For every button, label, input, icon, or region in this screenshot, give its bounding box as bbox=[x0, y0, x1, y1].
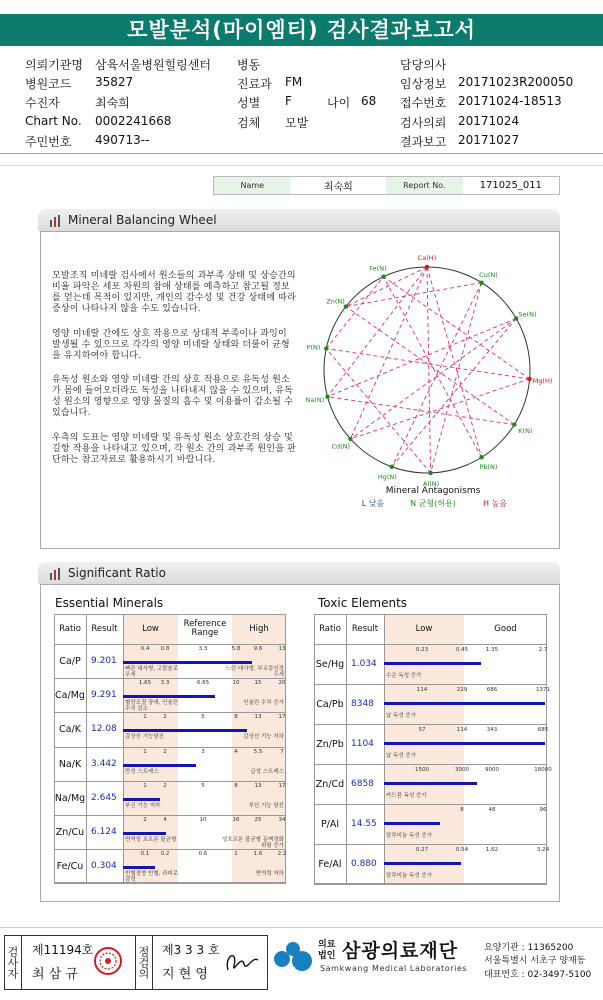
tick-label: 20 bbox=[278, 680, 286, 687]
note-high: 갑상선 기능 저하 bbox=[243, 734, 284, 741]
grid-line bbox=[54, 747, 286, 748]
wheel-legend-item: H 높음 bbox=[482, 499, 508, 508]
note-low: 빠른 대사형, 고칼슘로 우세 bbox=[125, 666, 179, 678]
ward-label: 병동 bbox=[237, 58, 261, 72]
tick-label: 114 bbox=[416, 687, 428, 693]
tick-label: 8 bbox=[234, 714, 238, 721]
tick-label: 1.6 bbox=[253, 851, 263, 858]
official-seal-icon bbox=[93, 946, 123, 976]
dept-label: 진료과 bbox=[237, 77, 272, 91]
ratio-bar bbox=[384, 782, 477, 785]
org-address: 서울특별시 서초구 양재동 bbox=[484, 956, 586, 966]
tick-label: 1500 bbox=[415, 767, 429, 773]
grid-line bbox=[314, 804, 547, 805]
tick-label: 1371 bbox=[536, 687, 550, 693]
hospital-code-label: 병원코드 bbox=[25, 77, 72, 91]
wheel-node-label: Mg(H) bbox=[532, 376, 553, 385]
tick-label: 1.65 bbox=[138, 680, 152, 687]
resident-value: 490713-- bbox=[95, 133, 150, 147]
wheel-node-label: Zn(N) bbox=[326, 297, 345, 306]
grid-line bbox=[314, 684, 547, 685]
note-low: 카드뮴 독성 증가 bbox=[386, 793, 427, 799]
ratio-value: 3.442 bbox=[91, 758, 117, 769]
tick-label: 4 bbox=[234, 748, 238, 755]
tick-label: 57 bbox=[418, 727, 426, 733]
name-box bbox=[213, 176, 560, 195]
ratio-value: 6858 bbox=[351, 779, 374, 789]
tick-label: 0.54 bbox=[455, 847, 469, 853]
org-phone: 대표번호 : 02-3497-5100 bbox=[484, 970, 592, 980]
antagonism-link bbox=[383, 277, 529, 379]
antagonism-link bbox=[326, 349, 430, 473]
clinical-value: 20171023R200050 bbox=[458, 75, 574, 89]
ratio-bar bbox=[123, 729, 247, 732]
tick-label: 1 bbox=[143, 782, 147, 789]
ratio-name: Na/K bbox=[58, 758, 82, 770]
header-divider-2 bbox=[0, 165, 603, 166]
wheel-node bbox=[325, 394, 329, 398]
wheel-paragraph: 영양 미네랄 간에도 상호 작용으로 상대적 부족이나 과잉이 발생될 수 있으므로 각각의 영양 미네랄 상태와 더불어 균형을 유지하여야 합니다. bbox=[52, 329, 290, 361]
tick-label: 5 bbox=[201, 782, 205, 789]
col-low: Low bbox=[142, 624, 159, 634]
tick-label: 229 bbox=[456, 687, 468, 693]
report-title: 모발분석(마이엠티) 검사결과보고서 bbox=[0, 14, 603, 46]
ratio-name: Zn/Cu bbox=[55, 827, 85, 838]
tick-label: 2 bbox=[163, 782, 167, 789]
tick-label: 3.3 bbox=[198, 646, 208, 652]
grid-line bbox=[314, 724, 547, 725]
ratio-value: 9.291 bbox=[91, 690, 117, 701]
ratio-name: Se/Hg bbox=[315, 659, 345, 670]
wheel-node-label: Na(N) bbox=[305, 396, 325, 405]
note-low: 빈혈경향 빈혈, 과피로 감력 bbox=[125, 871, 179, 884]
doctor-label: 담당의사 bbox=[400, 58, 447, 72]
checker-name: 지 현 영 bbox=[162, 967, 208, 982]
chart-label: Chart No. bbox=[25, 114, 82, 128]
tick-label: 5.8 bbox=[231, 646, 241, 652]
ratio-value: 9.201 bbox=[91, 656, 117, 666]
specimen-label: 검체 bbox=[237, 116, 261, 130]
tick-label: 7 bbox=[280, 748, 284, 755]
specimen-value: 모발 bbox=[285, 116, 309, 130]
tick-label: 686 bbox=[486, 687, 498, 693]
wheel-node-label: Hg(N) bbox=[377, 473, 397, 482]
receipt-label: 접수번호 bbox=[400, 96, 447, 110]
wheel-node bbox=[425, 265, 429, 269]
ratio-name: Na/Mg bbox=[54, 792, 86, 804]
ratio-value: 1.034 bbox=[351, 659, 377, 669]
ratio-section-header bbox=[38, 562, 560, 584]
tick-label: 17 bbox=[278, 782, 286, 789]
note-low: 면역성 호르몬 불균형 bbox=[125, 837, 177, 843]
tick-label: 13 bbox=[254, 714, 262, 721]
note-low: 납 독성 증가 bbox=[386, 713, 417, 719]
tick-label: 0.4 bbox=[140, 646, 150, 652]
ratio-value: 8348 bbox=[351, 699, 374, 709]
patient-value: 최숙희 bbox=[95, 96, 130, 110]
wheel-node-label: Se(N) bbox=[518, 310, 537, 319]
col-ratio: Ratio bbox=[59, 624, 81, 634]
antagonism-link bbox=[431, 283, 482, 473]
wheel-node-label: Fe(N) bbox=[369, 264, 387, 273]
note-high: 인슐린 수치 증가 bbox=[243, 700, 284, 707]
sex-value: F bbox=[285, 94, 292, 108]
ratio-value: 1104 bbox=[351, 739, 374, 749]
report-no-value: 171025_011 bbox=[479, 180, 542, 191]
ratio-name: Fe/Cu bbox=[56, 861, 84, 873]
col-result: Result bbox=[91, 624, 118, 634]
ratio-value: 0.880 bbox=[351, 859, 377, 869]
wheel-node bbox=[390, 465, 394, 469]
wheel-caption: Mineral Antagonisms bbox=[385, 486, 481, 496]
ratio-value: 12.08 bbox=[91, 724, 117, 735]
antagonism-link bbox=[328, 319, 517, 397]
antagonism-link bbox=[350, 264, 427, 439]
note-low: 알루미늄 독성 증가 bbox=[386, 833, 433, 839]
tick-label: 0.23 bbox=[415, 647, 429, 653]
wheel-node-label: Ca(H) bbox=[417, 254, 437, 262]
grid-line bbox=[54, 712, 286, 713]
ratio-bar bbox=[384, 742, 545, 745]
tick-label: 34 bbox=[278, 817, 286, 823]
tick-label: 96 bbox=[539, 807, 547, 813]
institution-label: 의뢰기관명 bbox=[25, 58, 83, 72]
tick-label: 1 bbox=[143, 748, 147, 755]
wheel-node bbox=[479, 455, 483, 459]
grid-line bbox=[314, 764, 547, 765]
tick-label: 25 bbox=[254, 817, 262, 823]
wheel-node bbox=[428, 471, 432, 475]
col-reference: Reference Range bbox=[183, 619, 227, 638]
org-type-2: 법인 bbox=[318, 951, 336, 961]
tick-label: 2.7 bbox=[538, 647, 548, 653]
ratio-bar bbox=[384, 662, 481, 665]
note-high: 부신 기능 항진 bbox=[248, 802, 284, 809]
chart-value: 0002241668 bbox=[95, 114, 172, 128]
inspector-role: 검사자 bbox=[4, 935, 22, 990]
ratio-name: Ca/Mg bbox=[55, 690, 85, 702]
tick-label: 16 bbox=[232, 817, 240, 823]
tick-label: 0.1 bbox=[140, 851, 150, 858]
ratio-name: Zn/Cd bbox=[315, 779, 345, 790]
report-no-label: Report No. bbox=[386, 177, 463, 194]
note-low: 부신 기능 저하 bbox=[125, 802, 161, 809]
note-high: 급성 스트레스 bbox=[250, 768, 284, 775]
tick-label: 9.6 bbox=[253, 646, 263, 652]
grid-line bbox=[54, 883, 286, 884]
wheel-node bbox=[527, 377, 531, 381]
checker-role: 점검의 bbox=[135, 935, 153, 990]
tick-label: 3000 bbox=[455, 767, 469, 773]
grid-line bbox=[314, 844, 547, 845]
ratio-value: 14.55 bbox=[351, 819, 377, 829]
tick-label: 3.24 bbox=[536, 847, 550, 853]
org-code: 요양기관 : 11365200 bbox=[484, 943, 574, 953]
ratio-bar bbox=[123, 764, 196, 767]
antagonism-link bbox=[350, 379, 529, 439]
tick-label: 1.35 bbox=[485, 647, 499, 653]
footer-divider bbox=[0, 927, 603, 928]
ratio-bar bbox=[123, 832, 166, 835]
col-low: Low bbox=[415, 624, 433, 634]
tick-label: 8 bbox=[234, 782, 238, 789]
name-value: 최숙희 bbox=[323, 182, 353, 193]
tick-label: 1 bbox=[143, 714, 147, 721]
inspector-name: 최 삼 규 bbox=[32, 967, 78, 982]
antagonism-link bbox=[328, 264, 427, 397]
resident-label: 주민번호 bbox=[25, 135, 72, 149]
tick-label: 2.2 bbox=[277, 851, 287, 858]
grid-line bbox=[314, 884, 547, 885]
wheel-node-label: Pb(N) bbox=[479, 462, 498, 471]
ratio-value: 0.304 bbox=[91, 861, 117, 872]
note-low: 갑상선 기능항진 bbox=[125, 734, 164, 741]
mineral-wheel bbox=[300, 245, 555, 545]
toxic-title: Toxic Elements bbox=[318, 596, 408, 610]
wheel-section-header bbox=[38, 209, 560, 231]
tick-label: 15 bbox=[254, 680, 262, 687]
bar-chart-icon bbox=[49, 215, 61, 227]
bar-chart-icon bbox=[49, 568, 61, 580]
antagonism-link bbox=[427, 267, 482, 457]
checker-license: 제3 3 3 호 bbox=[162, 943, 220, 957]
ratio-bar bbox=[123, 798, 160, 801]
antagonism-link bbox=[346, 283, 482, 307]
age-value: 68 bbox=[361, 94, 377, 108]
essential-title: Essential Minerals bbox=[55, 596, 164, 610]
tick-label: 8 bbox=[460, 807, 464, 813]
grid-line bbox=[54, 644, 286, 645]
grid-line bbox=[123, 614, 124, 883]
wheel-node bbox=[324, 346, 328, 350]
col-high: High bbox=[249, 624, 269, 634]
ratio-section-title: Significant Ratio bbox=[68, 566, 166, 580]
col-ratio: Ratio bbox=[319, 624, 341, 634]
wheel-node-label: Al(N) bbox=[422, 479, 440, 488]
note-high: 느린 대사형, 부교감신경 우세 bbox=[225, 666, 284, 678]
ratio-name: Fe/Al bbox=[318, 859, 342, 870]
tick-label: 13 bbox=[278, 646, 286, 652]
ratio-bar bbox=[123, 866, 155, 869]
note-low: 만성 스트레스 bbox=[125, 768, 159, 775]
note-low: 알루미늄 독성 증가 bbox=[386, 873, 433, 879]
tick-label: 13 bbox=[254, 782, 262, 789]
wheel-node-label: Cu(N) bbox=[479, 271, 498, 280]
tick-label: 114 bbox=[456, 727, 468, 733]
ratio-bar bbox=[384, 702, 545, 705]
tick-label: 10 bbox=[232, 680, 240, 687]
antagonism-link bbox=[346, 307, 515, 425]
ratio-name: Ca/K bbox=[59, 724, 81, 736]
tick-label: 685 bbox=[537, 727, 549, 733]
org-type-1: 의료 bbox=[318, 940, 336, 950]
ratio-bar bbox=[384, 862, 461, 865]
wheel-paragraph: 유독성 원소와 영양 미네랄 간의 상호 작용으로 유독성 원소가 몸에 들어오더라도 독성을 나타내지 않을 수 있으며, 유독성 원소의 영향으로 영양 물질의 흡수 및 이용률이 감소될 수 있습니다. bbox=[52, 375, 294, 418]
ratio-name: Zn/Pb bbox=[316, 739, 344, 750]
wheel-node-label: P(N) bbox=[306, 343, 321, 352]
clinical-label: 임상정보 bbox=[400, 77, 447, 91]
report-date-value: 20171027 bbox=[458, 133, 520, 147]
tick-label: 4 bbox=[163, 817, 167, 823]
grid-line bbox=[54, 678, 286, 679]
wheel-node bbox=[348, 437, 352, 441]
tick-label: 0.2 bbox=[160, 851, 170, 858]
wheel-circle bbox=[324, 264, 533, 473]
tick-label: 0.27 bbox=[415, 847, 429, 853]
tick-label: 48 bbox=[488, 807, 496, 813]
note-high: 성호르몬 불균형 동맥경화 위험 증가 bbox=[222, 837, 284, 849]
tick-label: 6.65 bbox=[196, 680, 210, 687]
tick-label: 5 bbox=[201, 714, 205, 721]
tick-label: 2 bbox=[163, 748, 167, 755]
inspector-license: 제11194호 bbox=[32, 943, 94, 957]
grid-line bbox=[54, 849, 286, 850]
ratio-value: 2.645 bbox=[91, 792, 117, 803]
wheel-node-label: K(N) bbox=[518, 426, 533, 435]
col-result: Result bbox=[351, 624, 379, 634]
note-low: 납 독성 증가 bbox=[386, 753, 417, 759]
wheel-legend-item: N 균형(허용) bbox=[410, 499, 456, 508]
wheel-paragraph: 우측의 도표는 영양 미네랄 및 유독성 원소 상호간의 상승 및 길항 작용을 나타내고 있으며, 각 원소 간의 과부족 원인을 판단하는 참고자료로 활용하시기 바랍니다. bbox=[52, 433, 297, 465]
age-label: 나이 bbox=[327, 96, 351, 110]
ratio-bar bbox=[384, 822, 440, 825]
tick-label: 0.6 bbox=[198, 851, 208, 858]
note-low: 혈당조절 장애, 인슐린 수치 감소 bbox=[125, 700, 179, 713]
grid-line bbox=[54, 781, 286, 782]
tick-label: 343 bbox=[486, 727, 498, 733]
request-value: 20171024 bbox=[458, 114, 520, 128]
ratio-name: P/Al bbox=[320, 819, 340, 830]
signature-icon bbox=[222, 944, 262, 980]
logo-text: SML bbox=[281, 966, 298, 974]
wheel-node-label: Cd(N) bbox=[331, 442, 351, 451]
receipt-value: 20171024-18513 bbox=[458, 94, 562, 108]
grid-line bbox=[314, 644, 547, 645]
grid-line bbox=[86, 614, 87, 883]
tick-label: 0.45 bbox=[455, 647, 469, 653]
antagonism-link bbox=[427, 267, 431, 473]
ratio-name: Ca/P bbox=[59, 656, 81, 667]
tick-label: 17 bbox=[278, 714, 286, 721]
wheel-section-title: Mineral Balancing Wheel bbox=[68, 213, 217, 227]
org-name: 삼광의료재단 bbox=[342, 940, 459, 962]
wheel-node bbox=[512, 422, 516, 426]
ratio-bar bbox=[123, 695, 215, 698]
report-date-label: 결과보고 bbox=[400, 135, 447, 149]
name-label: Name bbox=[214, 177, 291, 194]
tick-label: 5.5 bbox=[253, 748, 263, 755]
antagonism-link bbox=[328, 397, 515, 425]
grid-line bbox=[54, 815, 286, 816]
tick-label: 0.8 bbox=[160, 646, 170, 652]
note-low: 수은 독성 증가 bbox=[386, 673, 422, 679]
antagonism-link bbox=[326, 277, 383, 349]
tick-label: 18000 bbox=[534, 767, 552, 773]
wheel-node bbox=[381, 274, 385, 278]
tick-label: 2 bbox=[143, 817, 147, 823]
patient-label: 수진자 bbox=[25, 96, 60, 110]
ratio-value: 6.124 bbox=[91, 827, 117, 837]
sex-label: 성별 bbox=[237, 96, 261, 110]
antagonism-link bbox=[346, 264, 427, 307]
hospital-code-value: 35827 bbox=[95, 75, 134, 89]
institution-value: 삼육서울병원힐링센터 bbox=[95, 58, 211, 72]
col-good: Good bbox=[494, 624, 517, 634]
tick-label: 10 bbox=[199, 817, 207, 823]
ratio-name: Ca/Pb bbox=[316, 699, 344, 710]
org-english: Samkwang Medical Laboratories bbox=[320, 964, 468, 973]
tick-label: 1 bbox=[234, 851, 238, 858]
tick-label: 3.3 bbox=[160, 680, 170, 687]
tick-label: 1.62 bbox=[485, 847, 499, 853]
wheel-node bbox=[479, 280, 483, 284]
dept-value: FM bbox=[285, 75, 303, 89]
tick-label: 2 bbox=[163, 714, 167, 721]
tick-label: 3 bbox=[201, 748, 205, 755]
tick-label: 9000 bbox=[485, 767, 499, 773]
wheel-legend-item: L 낮음 bbox=[361, 499, 385, 508]
request-label: 검사의뢰 bbox=[400, 116, 447, 130]
header-divider bbox=[0, 153, 603, 154]
ratio-bar bbox=[123, 661, 252, 664]
note-high: 면역력 저하 bbox=[255, 871, 284, 878]
wheel-paragraph: 모발조직 미네랄 검사에서 원소들의 과부족 상태 및 상승간의 비율 파악은 세포 차원의 참애 상태를 예측하고 참고될 정보를 얻는데 목적이 있지만, 개인의 감수성 및 건강 상태에 따라 증상이 나타나지 않을 수도 있습니다. bbox=[52, 271, 297, 314]
